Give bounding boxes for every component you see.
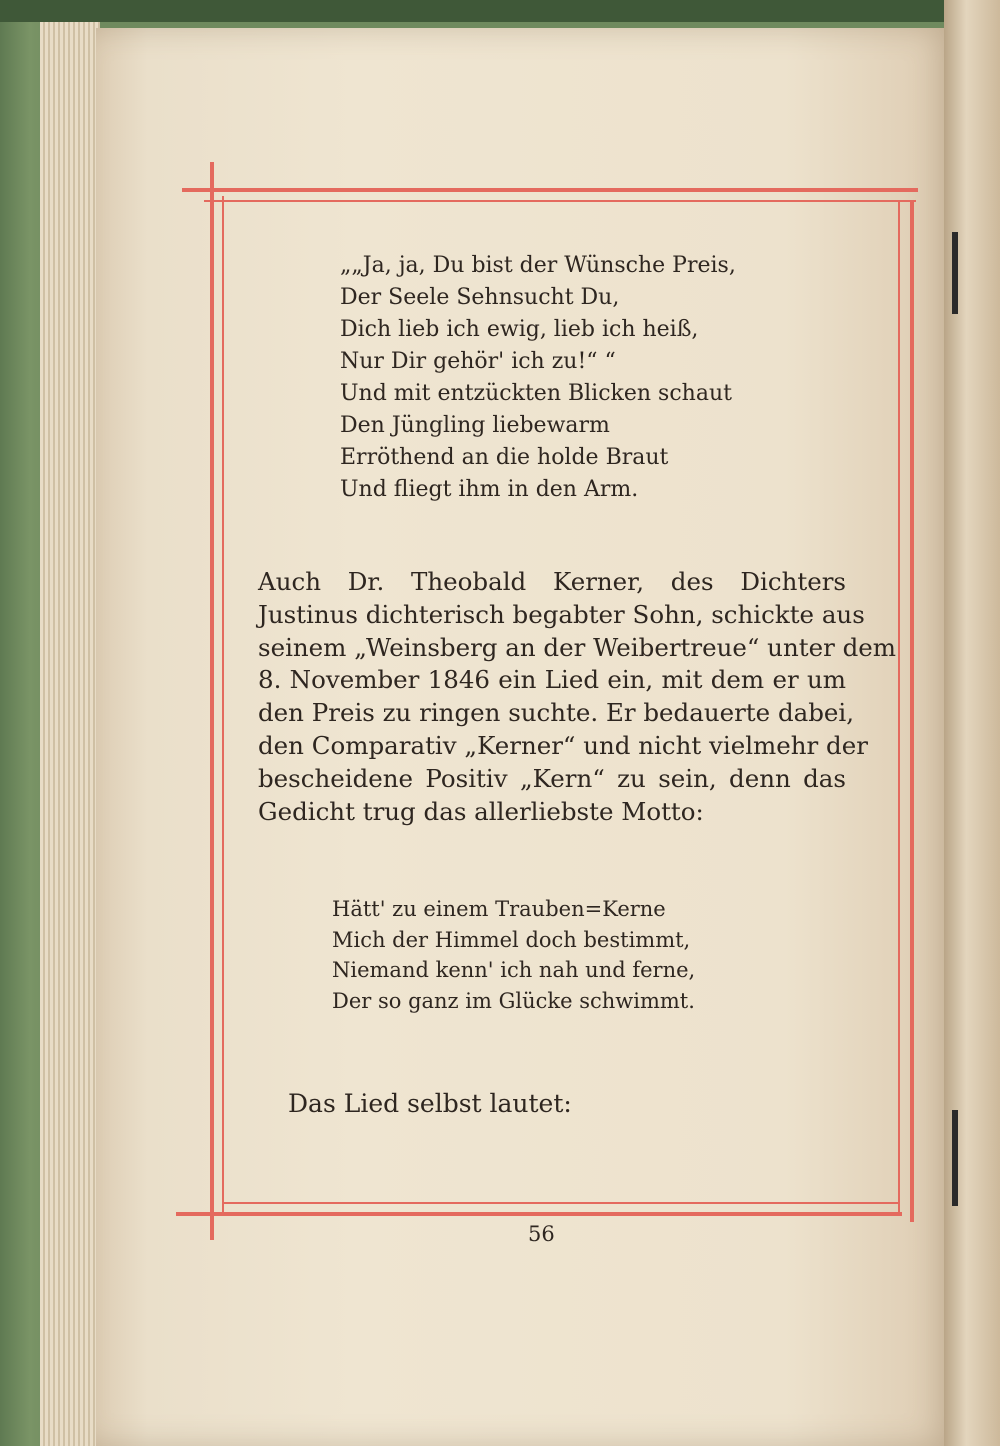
page-stack-edges [40, 22, 100, 1446]
page-number: 56 [528, 1222, 555, 1246]
poem-line: Erröthend an die holde Braut [340, 445, 669, 470]
frame-rule-bottom-inner [224, 1202, 900, 1204]
poem-line: Und mit entzückten Blicken schaut [340, 381, 732, 406]
frame-rule-left [210, 162, 214, 1240]
prose-line: den Comparativ „Kerner“ und nicht vielmehr der [258, 730, 868, 760]
frame-rule-right-inner [898, 200, 900, 1212]
frame-rule-right [910, 200, 914, 1222]
prose-line: den Preis zu ringen suchte. Er bedauerte dabei, [258, 698, 855, 728]
frame-rule-top-inner [204, 200, 916, 202]
gutter-mark [952, 232, 958, 314]
motto-poem [332, 894, 695, 1016]
motto-line: Niemand kenn' ich nah und ferne, [332, 958, 696, 982]
poem-line: Dich lieb ich ewig, lieb ich heiß, [340, 317, 699, 342]
poem-stanza-one [340, 250, 736, 506]
prose-line: Auch Dr. Theobald Kerner, des Dichters [258, 567, 846, 596]
poem-line: „„Ja, ja, Du bist der Wünsche Preis, [340, 253, 736, 278]
frame-rule-left-inner [222, 196, 224, 1212]
prose-line: 8. November 1846 ein Lied ein, mit dem er um [258, 665, 846, 695]
closing-line: Das Lied selbst lautet: [288, 1089, 572, 1118]
gutter-mark [952, 1110, 958, 1206]
prose-line: Gedicht trug das allerliebste Motto: [258, 796, 704, 826]
motto-line: Mich der Himmel doch bestimmt, [332, 927, 691, 952]
motto-line: Hätt' zu einem Trauben=Kerne [332, 897, 666, 921]
poem-line: Der Seele Sehnsucht Du, [340, 285, 620, 310]
poem-line: Und fliegt ihm in den Arm. [340, 477, 639, 502]
motto-line: Der so ganz im Glücke schwimmt. [332, 988, 695, 1013]
frame-rule-bottom [176, 1212, 902, 1216]
book-gutter [944, 0, 1000, 1446]
book-cover-edge [0, 0, 1000, 22]
poem-line: Nur Dir gehör' ich zu!“ “ [340, 349, 616, 374]
prose-line: bescheidene Positiv „Kern“ zu sein, denn das [258, 763, 846, 793]
prose-line: Justinus dichterisch begabter Sohn, schickte aus [258, 599, 865, 629]
poem-line: Den Jüngling liebewarm [340, 413, 610, 438]
prose-paragraph [258, 566, 896, 828]
frame-rule-top [182, 188, 918, 192]
prose-line: seinem „Weinsberg an der Weibertreue“ unter dem [258, 632, 896, 662]
